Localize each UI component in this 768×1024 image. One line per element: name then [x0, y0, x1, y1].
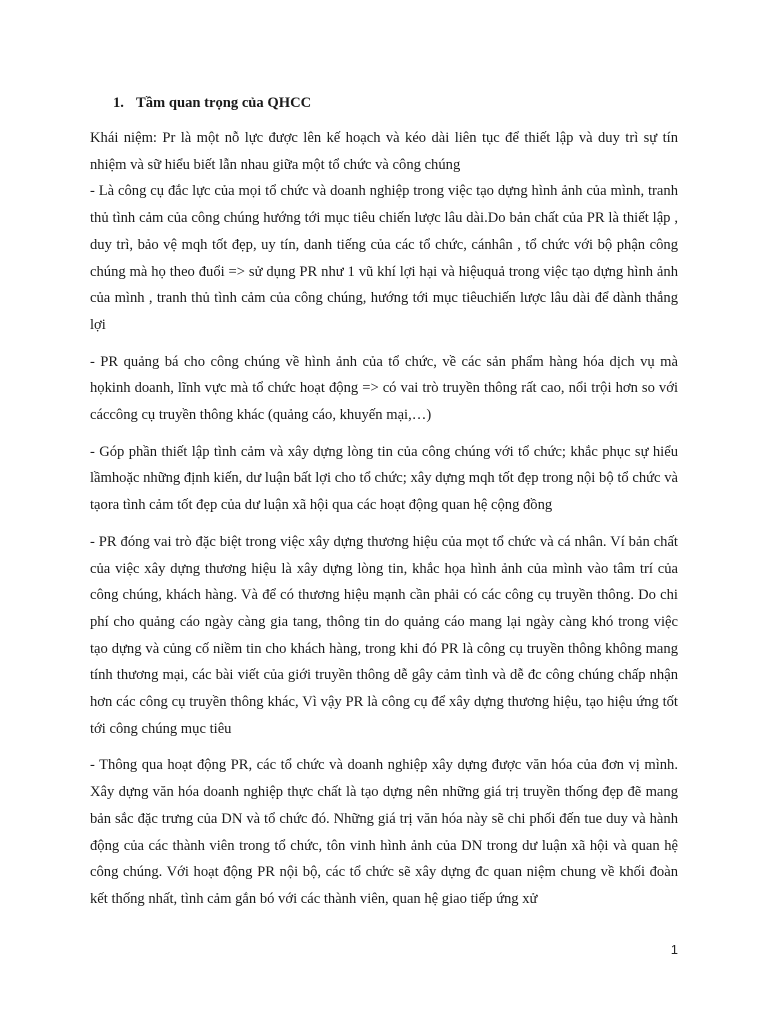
paragraph-definition: Khái niệm: Pr là một nỗ lực được lên kế hoạch và kéo dài liên tục để thiết lập và duy trì sự tín nhiệm và sữ hiểu biết lẫn nhau giữa một tổ chức và công chúng [90, 130, 678, 173]
section-number: 1. [113, 95, 124, 111]
page-number: 1 [670, 942, 678, 957]
paragraph-trust: - Góp phần thiết lập tình cảm và xây dựng lòng tin của công chúng với tổ chức; khắc phục sự hiểu lầmhoặc những định kiến, dư luận bất lợi cho tổ chức; xây dựng mqh tốt đẹp trong nội bộ tổ chức và tạora tình cảm tốt đẹp của dư luận xã hội qua các hoạt động quan hệ cộng đồng [90, 443, 678, 514]
paragraph-tool: - Là công cụ đắc lực của mọi tổ chức và doanh nghiệp trong việc tạo dựng hình ảnh của mình, tranh thủ tình cảm của công chúng hướng tới mục tiêu chiến lược lâu dài.Do bản chất của PR là thiết lập , duy trì, bảo vệ mqh tốt đẹp, uy tín, danh tiếng của các tổ chức, cánhân , tổ chức với bộ phận công chúng mà họ theo đuổi => sử dụng PR như 1 vũ khí lợi hại và hiệuquả trong việc tạo dựng hình ảnh của mình , tranh thủ tình cảm của công chúng, hướng tới mục tiêuchiến lược lâu dài để dành thắng lợi [90, 183, 678, 333]
section-heading [113, 92, 678, 114]
paragraph-culture: - Thông qua hoạt động PR, các tổ chức và doanh nghiệp xây dựng được văn hóa của đơn vị mình. Xây dựng văn hóa doanh nghiệp thực chất là tạo dựng nên những giá trị truyền thống đẹp đẽ mang bản sắc đặc trưng của DN và tổ chức đó. Những giá trị văn hóa này sẽ chi phối đến tue duy và hành động của các thành viên trong tổ chức, tôn vinh hình ảnh của DN trong dư luận xã hội và quan hệ công chúng. Với hoạt động PR nội bộ, các tổ chức sẽ xây dựng đc quan niệm chung về khối đoàn kết thống nhất, tình cảm gắn bó với các thành viên, quan hệ giao tiếp ứng xử [90, 757, 678, 907]
paragraph-promotion: - PR quảng bá cho công chúng về hình ảnh của tổ chức, về các sản phẩm hàng hóa dịch vụ mà họkinh doanh, lĩnh vực mà tổ chức hoạt động => có vai trò truyền thông rất cao, nổi trội hơn so với cáccông cụ truyền thông khác (quảng cáo, khuyến mại,…) [90, 353, 678, 424]
section-title: Tầm quan trọng của QHCC [136, 95, 312, 111]
document-body [90, 92, 678, 923]
paragraph-branding: - PR đóng vai trò đặc biệt trong việc xây dựng thương hiệu của mọt tổ chức và cá nhân. Ví bản chất của việc xây dựng thương hiệu là xây dựng lòng tin, khắc họa hình ảnh của mình vào tâm trí của công chúng, khách hàng. Và để có thương hiệu mạnh cần phải có các công cụ truyền thông. Do chi phí cho quảng cáo ngày càng gia tang, thông tin do quảng cáo mang lại ngày càng khó trong việc tạo dựng và củng cố niềm tin cho khách hàng, trong khi đó PR là công cụ truyền thông không mang tính thương mại, các bài viết của giới truyền thông dễ gây cảm tình và dễ đc công chúng chấp nhận hơn các công cụ truyền thông khác, Vì vậy PR là công cụ để xây dựng thương hiệu, tạo hiệu ứng tốt tới công chúng mục tiêu [90, 533, 678, 737]
